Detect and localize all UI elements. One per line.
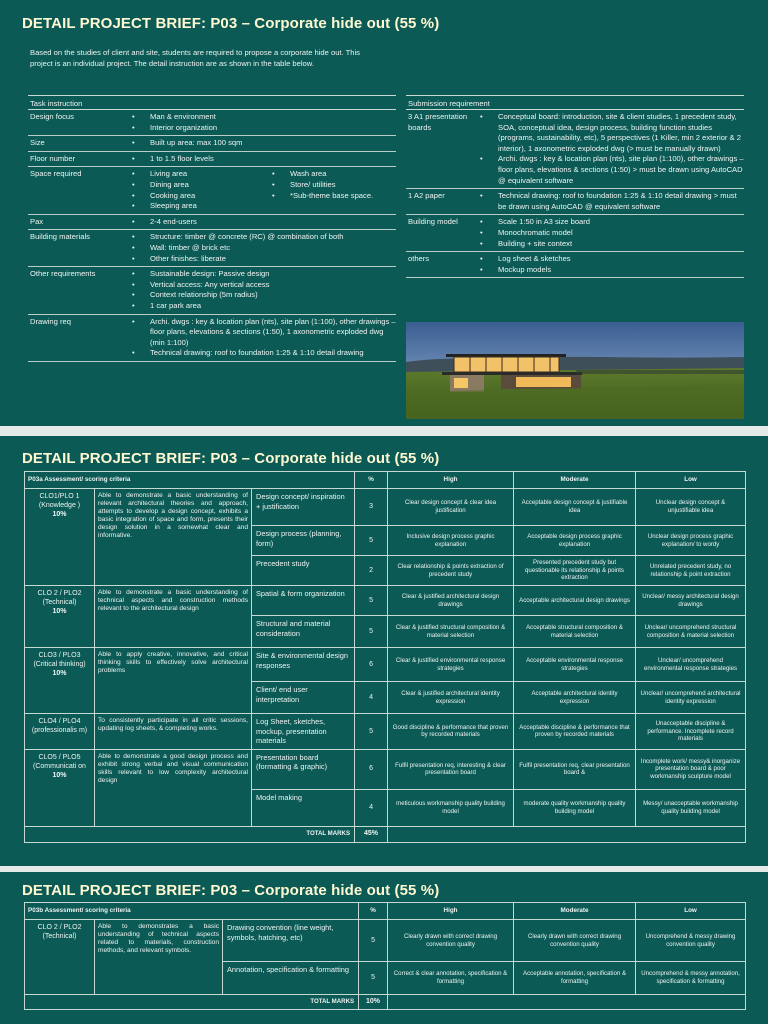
rubric-moderate: Clearly drawn with correct drawing convention quality — [514, 920, 636, 962]
clo-label: CLO3 / PLO3 (Critical thinking) — [33, 652, 86, 668]
slide-assessment-p03b — [0, 872, 768, 1024]
rubric-low: Incomplete work/ messy& inorganize presentation board & poor workmanship sculpture model — [636, 749, 746, 789]
task-cell: Client/ end user interpretation — [252, 682, 355, 714]
bullet-item: • Technical drawing: roof to foundation 1:25 & 1:10 detail drawing — [128, 348, 396, 359]
total-label: TOTAL MARKS — [25, 826, 355, 842]
table-row — [25, 920, 746, 962]
slide-assessment-p03a — [0, 436, 768, 866]
bullet-item: • Sustainable design: Passive design — [128, 269, 396, 280]
bullet-item: • Conceptual board: introduction, site & client studies, 1 precedent study, SOA, conceptual idea, design process, building function studies (programs, sustainability, etc), 5 perspectives (1 Killer, min 2 exterior & 2 interior), 1 axonometric exploded dwg (> must be manually drawn) — [476, 112, 744, 154]
col-header-moderate: Moderate — [514, 472, 636, 489]
mark-cell: 6 — [355, 648, 388, 682]
bullet-list — [268, 169, 373, 211]
rubric-moderate: Acceptable design concept & justifiable idea — [514, 489, 636, 526]
task-instruction-header: Task instruction — [28, 95, 396, 110]
bullet-item: • Man & environment — [128, 112, 396, 123]
rubric-low: Unclear/ uncomprehend architectural identity expression — [636, 682, 746, 714]
clo-percent: 10% — [52, 771, 67, 779]
clo-label: CLO4 / PLO4 (professionalis m) — [31, 718, 88, 734]
total-row — [25, 995, 746, 1010]
clo-description: To consistently participate in all critic sessions, updating log sheets, & completing works. — [95, 714, 252, 750]
rubric-high: meticulous workmanship quality building model — [388, 789, 514, 826]
rubric-moderate: Acceptable architectural identity expression — [514, 682, 636, 714]
total-label: TOTAL MARKS — [25, 995, 359, 1010]
info-row — [28, 215, 396, 231]
col-header-high: High — [388, 903, 514, 920]
rubric-moderate: Acceptable architectural design drawings — [514, 586, 636, 616]
row-label: Space required — [30, 169, 82, 179]
rubric-high: Good discipline & performance that proven by recorded materials — [388, 714, 514, 750]
slide-title: DETAIL PROJECT BRIEF: P03 – Corporate hide out (55 %) — [22, 15, 440, 32]
col-header-pct: % — [359, 903, 388, 920]
rubric-low: Messy/ unacceptable workmanship quality building model — [636, 789, 746, 826]
bullet-item: • Scale 1:50 in A3 size board — [476, 217, 744, 228]
total-value: 45% — [355, 826, 388, 842]
bullet-item: • Built up area: max 100 sqm — [128, 138, 396, 149]
slide-title: DETAIL PROJECT BRIEF: P03 – Corporate hide out (55 %) — [22, 882, 440, 899]
bullet-item: • Sleeping area — [128, 201, 268, 212]
info-row — [28, 136, 396, 152]
bullet-item: • Context relationship (5m radius) — [128, 290, 396, 301]
slide-title: DETAIL PROJECT BRIEF: P03 – Corporate hide out (55 %) — [22, 450, 440, 467]
rubric-low: Unclear/ messy architectural design drawings — [636, 586, 746, 616]
rubric-moderate: Acceptable environmental response strategies — [514, 648, 636, 682]
bullet-list — [128, 112, 396, 133]
col-header-pct: % — [355, 472, 388, 489]
mark-cell: 3 — [355, 489, 388, 526]
bullet-item: • Other finishes: liberate — [128, 254, 396, 265]
total-blank — [388, 826, 746, 842]
row-label: Design focus — [30, 112, 74, 121]
rubric-low: Unrelated precedent study, no relationship & point extraction — [636, 556, 746, 586]
info-row — [406, 189, 744, 215]
bullet-item: • Living area — [128, 169, 268, 180]
bullet-item: • Archi. dwgs : key & location plan (nts), site plan (1:100), other drawings – floor plans, elevations & sections (1:50), 1 axonometric exploded dwg (min 1:100) — [128, 317, 396, 349]
rubric-high: Clear & justified environmental response strategies — [388, 648, 514, 682]
bullet-item: • Building + site context — [476, 239, 744, 250]
rubric-low: Unclear design process graphic explanation/ to wordy — [636, 526, 746, 556]
table-row — [25, 489, 746, 526]
bullet-item: • Wall: timber @ brick etc — [128, 243, 396, 254]
task-cell: Precedent study — [252, 556, 355, 586]
mark-cell: 6 — [355, 749, 388, 789]
clo-description: Able to apply creative, innovative, and critical thinking skills to effectively solve architectural problems — [95, 648, 252, 714]
bullet-item: • Wash area — [268, 169, 373, 180]
bullet-list — [128, 169, 268, 211]
house-photo — [406, 322, 744, 419]
row-label: Other requirements — [30, 269, 96, 279]
clo-cell — [25, 714, 95, 750]
table-title: P03b Assessment/ scoring criteria — [25, 903, 359, 920]
bullet-item: • Store/ utilities — [268, 180, 373, 191]
rubric-moderate: Acceptable design process graphic explanation — [514, 526, 636, 556]
table-row — [25, 648, 746, 682]
bullet-item: • Archi. dwgs : key & location plan (nts), site plan (1:100), other drawings – floor plans, elevations & sections (1:50) > must be drawn using AutoCAD @ equivalent software — [476, 154, 744, 186]
table-row — [25, 586, 746, 616]
table-row — [25, 749, 746, 789]
info-row — [406, 215, 744, 252]
row-label: Size — [30, 138, 45, 148]
bullet-item: • Structure: timber @ concrete (RC) @ combination of both — [128, 232, 396, 243]
total-row — [25, 826, 746, 842]
bullet-item: • 1 to 1.5 floor levels — [128, 154, 396, 165]
mark-cell: 4 — [355, 682, 388, 714]
task-cell: Drawing convention (line weight, symbols, hatching, etc) — [223, 920, 359, 962]
task-cell: Annotation, specification & formatting — [223, 962, 359, 995]
submission-header: Submission requirement — [406, 95, 744, 110]
slide-project-brief — [0, 0, 768, 426]
clo-label: CLO1/PLO 1 (Knowledge ) — [38, 493, 81, 509]
bullet-list — [476, 112, 744, 186]
rubric-low: Uncomprehend & messy annotation, specification & formatting — [636, 962, 746, 995]
assessment-table-p03a — [24, 471, 746, 843]
rubric-moderate: Fulfil presentation req, clear presentation board & — [514, 749, 636, 789]
info-row — [28, 315, 396, 362]
total-blank — [388, 995, 746, 1010]
bullet-list — [128, 154, 396, 165]
mark-cell: 4 — [355, 789, 388, 826]
col-header-high: High — [388, 472, 514, 489]
clo-description: Able to demonstrate a basic understanding of relevant architectural theories and approach, attempts to develop a design concept, exhibits a basic integration of space and form, presents their design solution in a somewhat clear and informative. — [95, 489, 252, 586]
task-cell: Design concept/ inspiration + justification — [252, 489, 355, 526]
clo-percent: 10% — [52, 511, 67, 518]
info-row — [28, 267, 396, 314]
mark-cell: 5 — [355, 616, 388, 648]
rubric-low: Unclear/ uncomprehend structural composition & material selection — [636, 616, 746, 648]
rubric-high: Inclusive design process graphic explanation — [388, 526, 514, 556]
bullet-item: • *Sub-theme base space. — [268, 191, 373, 202]
bullet-list — [476, 217, 744, 249]
row-label: 3 A1 presentation boards — [408, 112, 468, 132]
bullet-item: • 2-4 end-users — [128, 217, 396, 228]
info-row — [406, 110, 744, 189]
bullet-item: • Log sheet & sketches — [476, 254, 744, 265]
task-cell: Spatial & form organization — [252, 586, 355, 616]
row-label: Building model — [408, 217, 458, 227]
info-row — [28, 110, 396, 136]
rubric-low: Unacceptable discipline & performance. Incomplete record materials — [636, 714, 746, 750]
bullet-item: • Vertical access: Any vertical access — [128, 280, 396, 291]
rubric-high: Clear & justified architectural design drawings — [388, 586, 514, 616]
row-label: others — [408, 254, 430, 264]
bullet-list — [128, 232, 396, 264]
clo-description: Able to demonstrate a good design process and exhibit strong verbal and visual communication skills relevant to low complexity architectural design — [95, 749, 252, 826]
bullet-item: • Cooking area — [128, 191, 268, 202]
task-instruction-table — [28, 95, 396, 362]
bullet-item: • Technical drawing: roof to foundation 1:25 & 1:10 detail drawing > must be drawn using AutoCAD @ equivalent software — [476, 191, 744, 212]
bullet-list — [476, 254, 744, 275]
row-label: Drawing req — [30, 316, 71, 326]
table-row — [25, 714, 746, 750]
bullet-list — [128, 138, 396, 149]
rubric-moderate: Acceptable structural composition & material selection — [514, 616, 636, 648]
rubric-moderate: moderate quality workmanship quality building model — [514, 789, 636, 826]
clo-description: Able to demonstrate a basic understanding of technical aspects and construction methods relevant to the architectural design — [95, 586, 252, 648]
bullet-list — [128, 269, 396, 311]
info-row — [28, 152, 396, 168]
row-label: 1 A2 paper — [408, 191, 445, 201]
bullet-item: • Dining area — [128, 180, 268, 191]
task-cell: Structural and material consideration — [252, 616, 355, 648]
mark-cell: 5 — [359, 962, 388, 995]
clo-description: Able to demonstrates a basic understanding of technical aspects related to materials, construction methods, and relevant symbols. — [95, 920, 223, 995]
clo-percent: 10% — [52, 608, 67, 615]
rubric-moderate: Acceptable annotation, specification & formatting — [514, 962, 636, 995]
rubric-high: Clear design concept & clear idea justification — [388, 489, 514, 526]
rubric-high: Clearly drawn with correct drawing convention quality — [388, 920, 514, 962]
rubric-low: Unclear/ uncomprehend environmental response strategies — [636, 648, 746, 682]
total-value: 10% — [359, 995, 388, 1010]
bullet-item: • 1 car park area — [128, 301, 396, 312]
info-row — [406, 252, 744, 278]
bullet-item: • Interior organization — [128, 123, 396, 134]
clo-cell: CLO 2 / PLO2 (Technical) — [25, 920, 95, 995]
rubric-high: Clear relationship & points extraction of precedent study — [388, 556, 514, 586]
table-title: P03a Assessment/ scoring criteria — [25, 472, 355, 489]
clo-cell — [25, 749, 95, 826]
clo-percent: 10% — [52, 670, 67, 677]
bullet-list — [128, 317, 396, 359]
clo-label: CLO5 / PLO5 (Communicati on — [33, 753, 86, 770]
info-row — [28, 230, 396, 267]
intro-paragraph: Based on the studies of client and site, students are required to propose a corporate hide out. This project is an individual project. The detail instruction are as shown in the table below. — [30, 48, 360, 68]
rubric-moderate: Presented precedent study but questionable its relationship & points extraction — [514, 556, 636, 586]
row-label: Building materials — [30, 232, 90, 242]
task-cell: Presentation board (formatting & graphic) — [252, 749, 355, 789]
clo-cell — [25, 648, 95, 714]
mark-cell: 5 — [355, 586, 388, 616]
task-cell: Model making — [252, 789, 355, 826]
mark-cell: 5 — [355, 526, 388, 556]
task-cell: Site & environmental design responses — [252, 648, 355, 682]
bullet-item: • Mockup models — [476, 265, 744, 276]
col-header-low: Low — [636, 472, 746, 489]
row-label: Floor number — [30, 153, 76, 163]
bullet-list — [128, 217, 396, 228]
clo-cell — [25, 586, 95, 648]
col-header-low: Low — [636, 903, 746, 920]
clo-label: CLO 2 / PLO2 (Technical) — [37, 590, 82, 606]
rubric-low: Uncomprehend & messy drawing convention quality — [636, 920, 746, 962]
rubric-moderate: Acceptable discipline & performance that proven by recorded materials — [514, 714, 636, 750]
rubric-low: Unclear design concept & unjustifiable idea — [636, 489, 746, 526]
rubric-high: Fulfil presentation req, interesting & clear presentation board — [388, 749, 514, 789]
rubric-high: Clear & justified architectural identity expression — [388, 682, 514, 714]
task-cell: Log Sheet, sketches, mockup, presentation materials — [252, 714, 355, 750]
clo-cell — [25, 489, 95, 586]
task-cell: Design process (planning, form) — [252, 526, 355, 556]
mark-cell: 5 — [359, 920, 388, 962]
row-label: Pax — [30, 216, 44, 226]
mark-cell: 2 — [355, 556, 388, 586]
col-header-moderate: Moderate — [514, 903, 636, 920]
bullet-item: • Monochromatic model — [476, 228, 744, 239]
submission-table — [406, 95, 744, 278]
bullet-list — [476, 191, 744, 212]
rubric-high: Clear & justified structural composition & material selection — [388, 616, 514, 648]
assessment-table-p03b — [24, 902, 746, 1010]
info-row — [28, 167, 396, 214]
mark-cell: 5 — [355, 714, 388, 750]
rubric-high: Correct & clear annotation, specification & formatting — [388, 962, 514, 995]
